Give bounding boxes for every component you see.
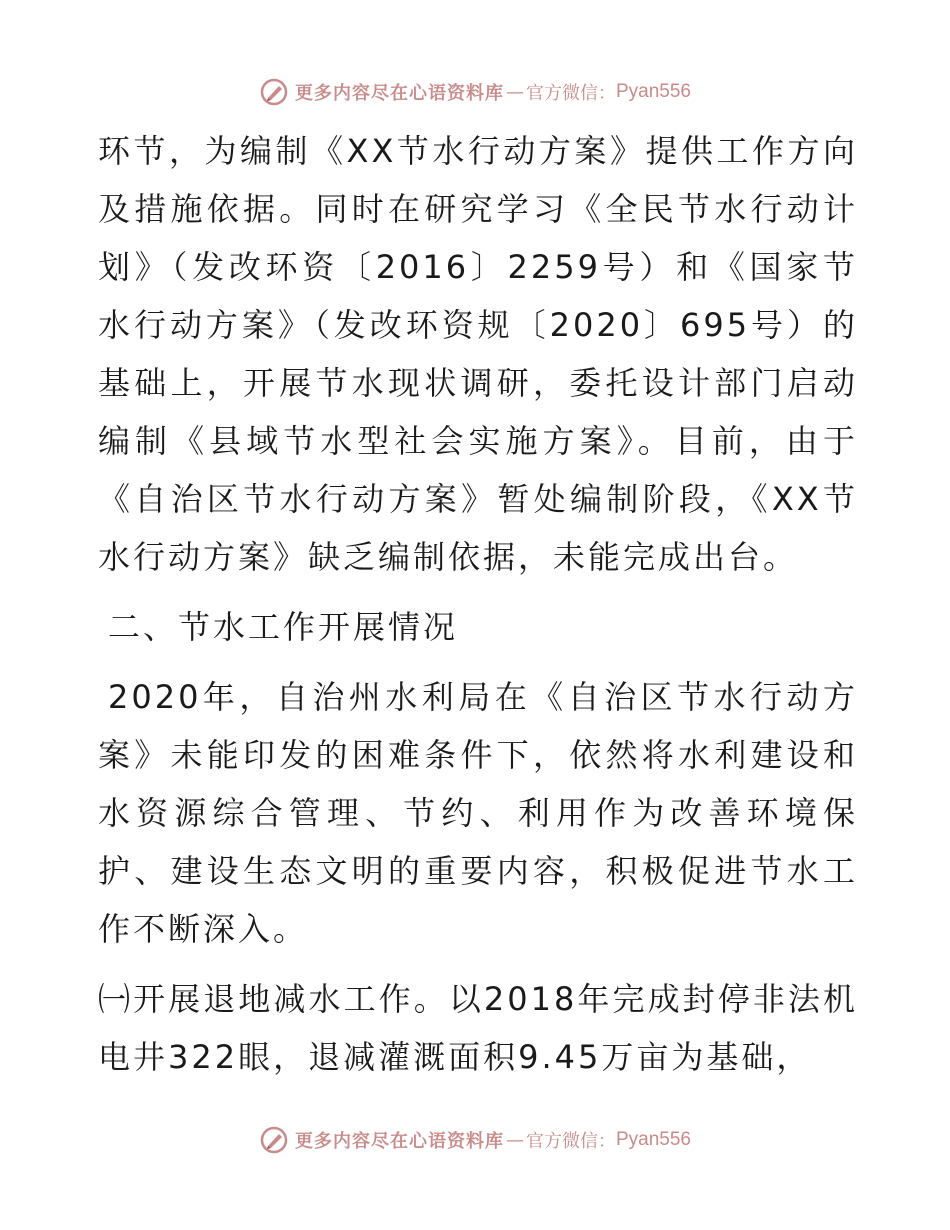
watermark-separator: — [505,81,524,103]
watermark-label: 官方微信： [525,1131,616,1152]
header-watermark [0,72,950,112]
pen-logo-icon [259,77,289,107]
footer-watermark [0,1120,950,1160]
watermark-id: Pyan556 [615,1129,691,1150]
watermark-site: 更多内容尽在心语资料库 [294,83,504,104]
section-heading: 二、节水工作开展情况 [108,608,459,646]
paragraph-intro: 环节，为编制《XX节水行动方案》提供工作方向及措施依据。同时在研究学习《全民节水行动计划》（发改环资〔2016〕2259号）和《国家节水行动方案》（发改环资规〔2020〕695号）的基础上，开展节水现状调研，委托设计部门启动编制《县域节水型社会实施方案》。目前，由于《自治区节水行动方案》暂处编制阶段，《XX节水行动方案》缺乏编制依据，未能完成出台。 [98,132,858,576]
document-body [98,122,858,1086]
watermark-separator: — [505,1129,524,1151]
paragraph-item-1: ㈠开展退地减水工作。以2018年完成封停非法机电井322眼，退减灌溉面积9.45万亩为基础， [98,980,858,1076]
watermark-site: 更多内容尽在心语资料库 [294,1131,504,1152]
watermark-id: Pyan556 [615,81,691,102]
watermark-label: 官方微信： [525,83,616,104]
pen-logo-icon [259,1125,289,1155]
paragraph-2020: 2020年，自治州水利局在《自治区节水行动方案》未能印发的困难条件下，依然将水利建设和水资源综合管理、节约、利用作为改善环境保护、建设生态文明的重要内容，积极促进节水工作不断深入。 [98,678,858,948]
